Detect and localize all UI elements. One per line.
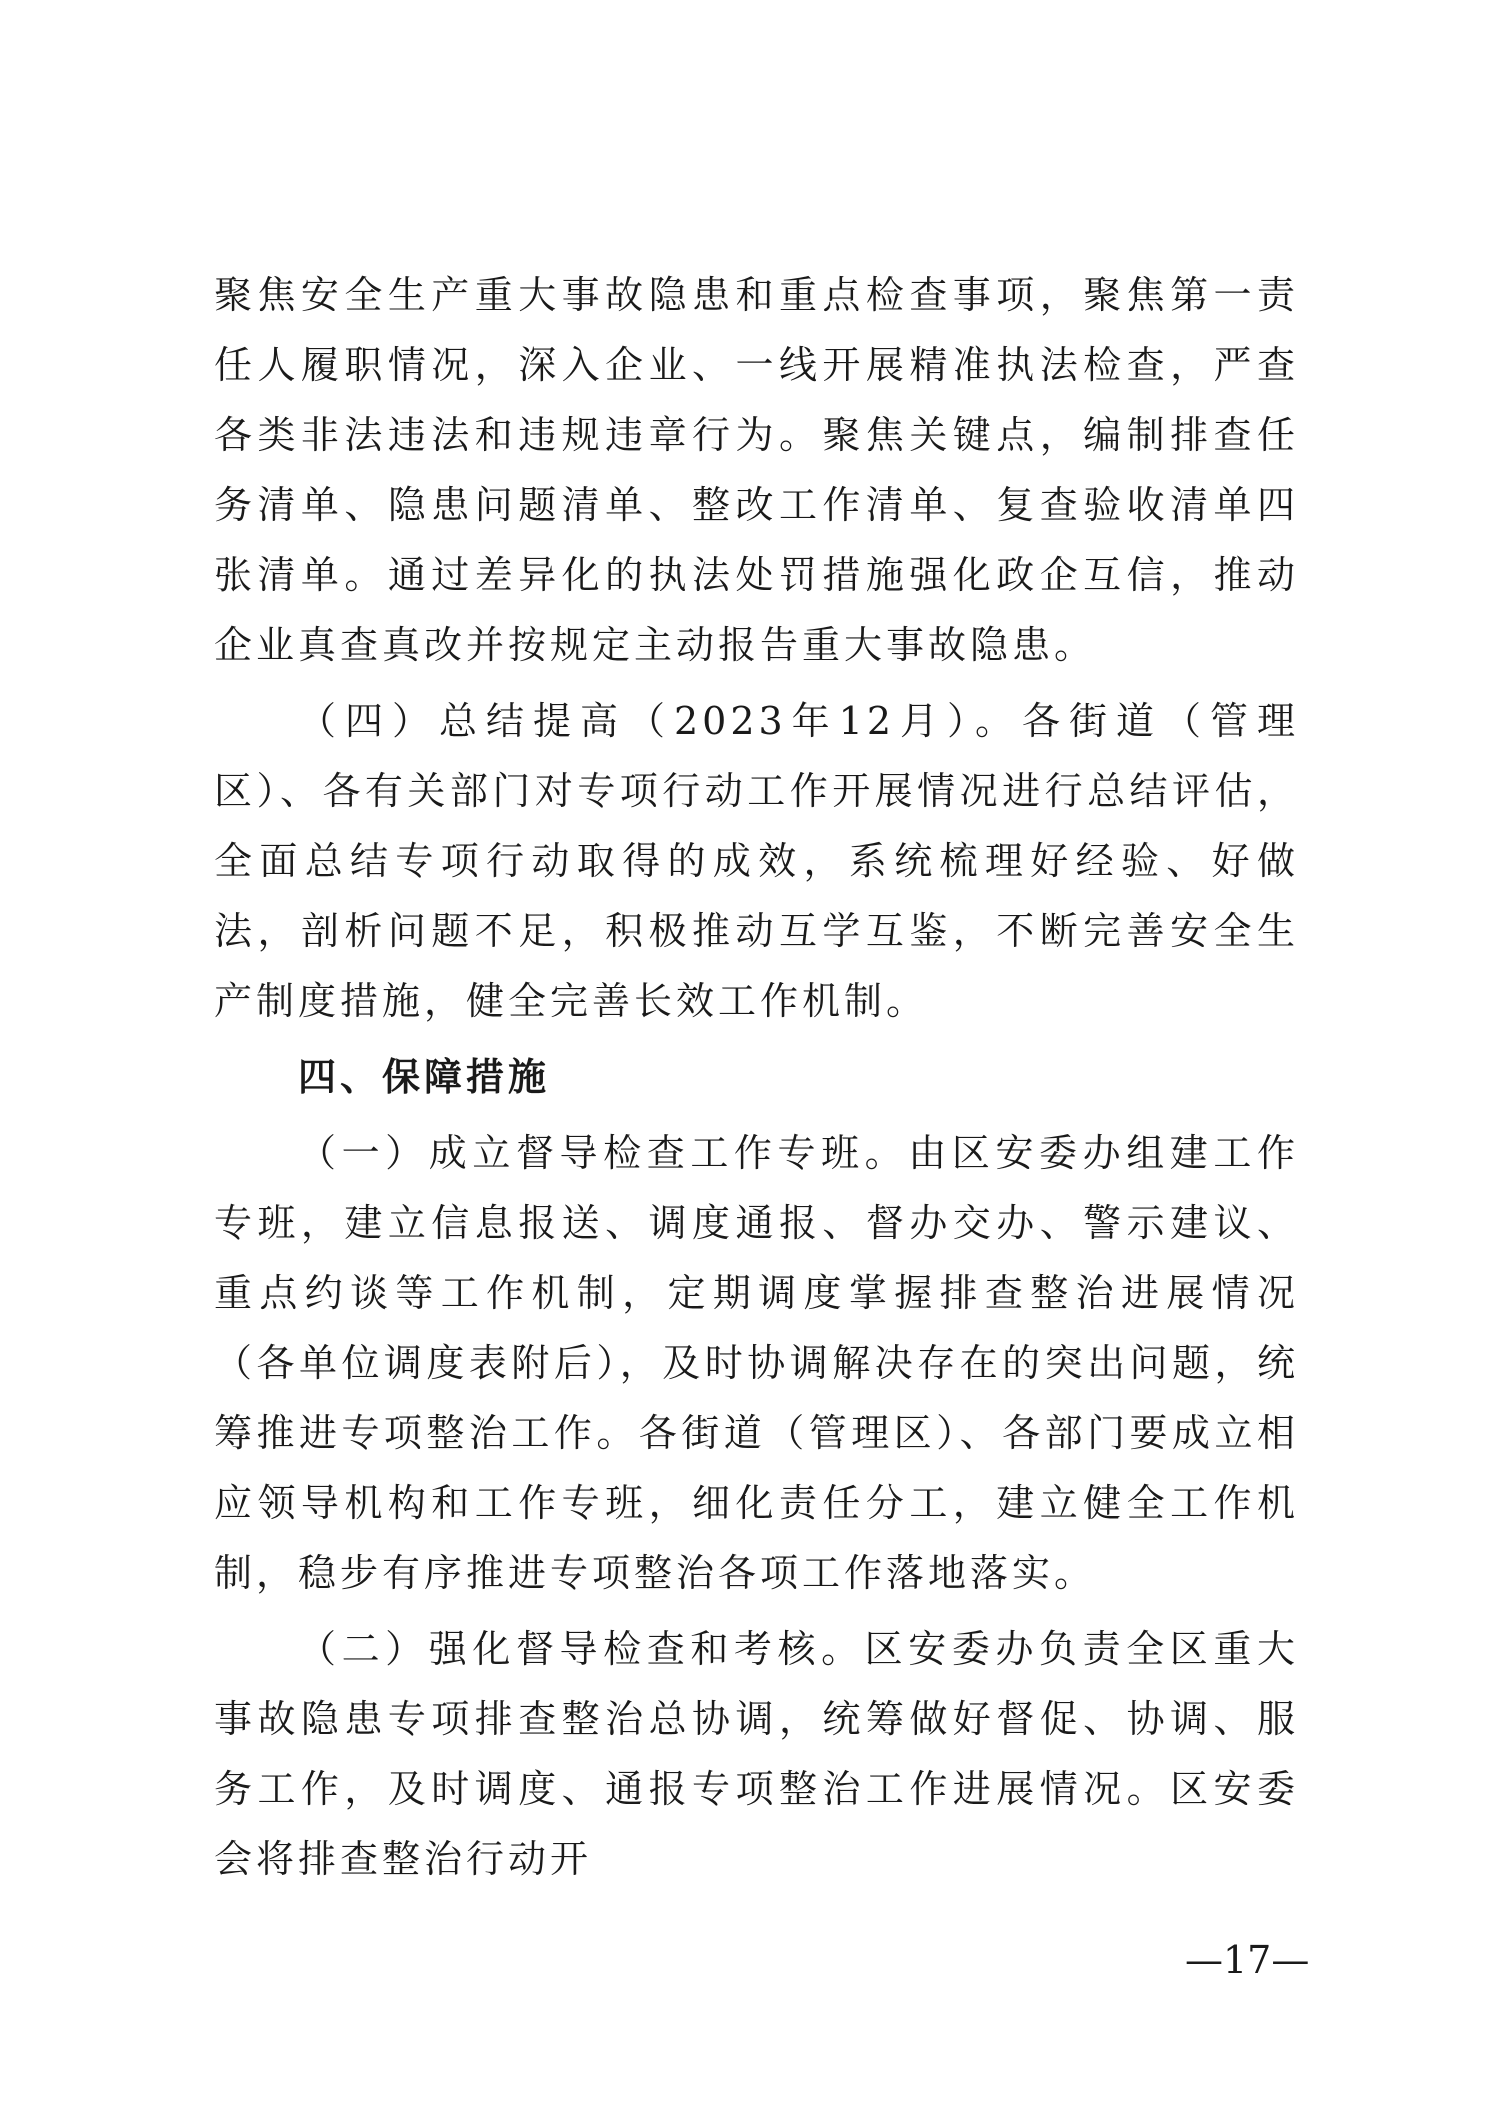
- paragraph-continued: 聚焦安全生产重大事故隐患和重点检查事项，聚焦第一责任人履职情况，深入企业、一线开展精准执法检查，严查各类非法违法和违规违章行为。聚焦关键点，编制排查任务清单、隐患问题清单、整改工作清单、复查验收清单四张清单。通过差异化的执法处罚措施强化政企互信，推动企业真查真改并按规定主动报告重大事故隐患。: [214, 273, 1299, 667]
- paragraph-task-force: （一）成立督导检查工作专班。由区安委办组建工作专班，建立信息报送、调度通报、督办交办、警示建议、重点约谈等工作机制，定期调度掌握排查整治进展情况（各单位调度表附后），及时协调解决存在的突出问题，统筹推进专项整治工作。各街道（管理区）、各部门要成立相应领导机构和工作专班，细化责任分工，建立健全工作机制，稳步有序推进专项整治各项工作落地落实。: [214, 1131, 1299, 1595]
- section-heading-safeguards: 四、保障措施: [298, 1055, 551, 1099]
- document-body: [214, 260, 1299, 1900]
- page-number: —17—: [1185, 1938, 1310, 1982]
- paragraph-supervision: （二）强化督导检查和考核。区安委办负责全区重大事故隐患专项排查整治总协调，统筹做好督促、协调、服务工作，及时调度、通报专项整治工作进展情况。区安委会将排查整治行动开: [214, 1627, 1299, 1881]
- paragraph-summary-stage: （四）总结提高（2023年12月）。各街道（管理区）、各有关部门对专项行动工作开展情况进行总结评估，全面总结专项行动取得的成效，系统梳理好经验、好做法，剖析问题不足，积极推动互学互鉴，不断完善安全生产制度措施，健全完善长效工作机制。: [214, 699, 1299, 1023]
